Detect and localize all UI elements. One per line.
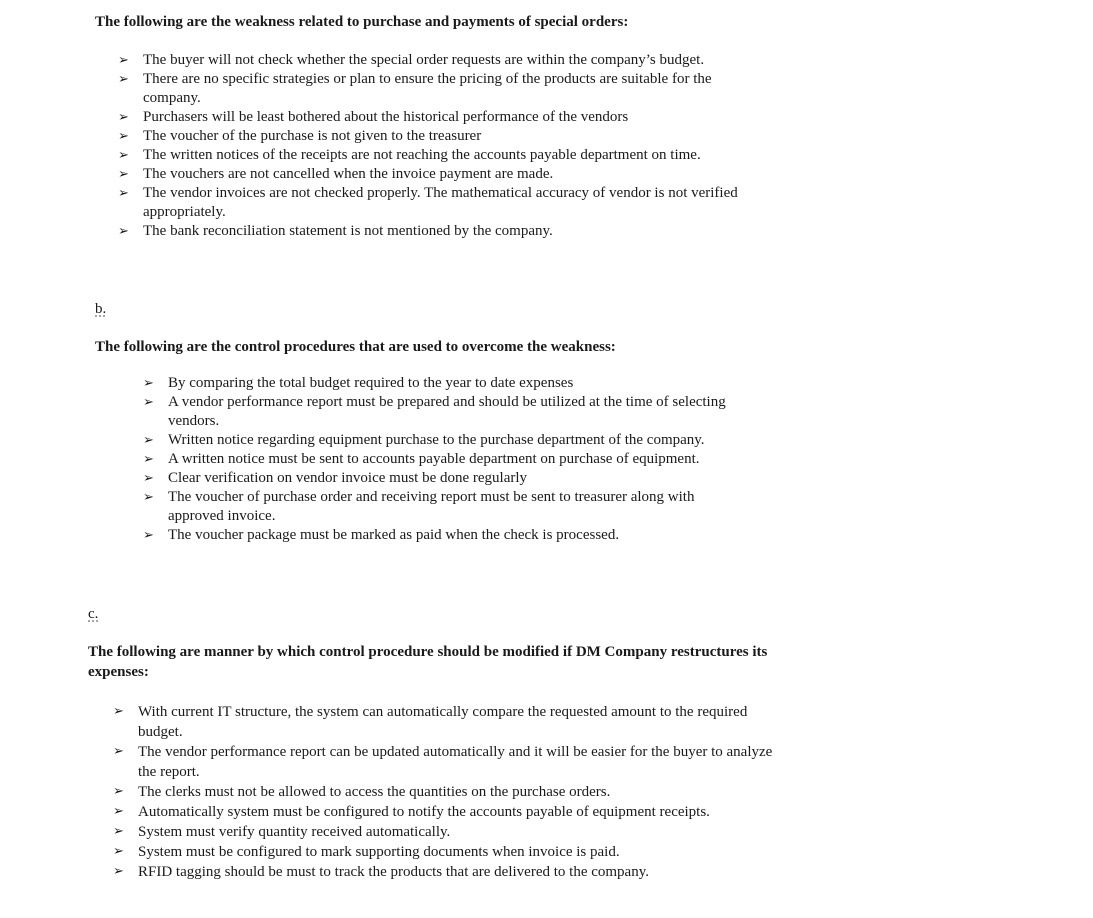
list-item-text: The vendor invoices are not checked properly. The mathematical accuracy of vendor is not verified appropriately. (143, 185, 738, 220)
list-item (143, 526, 743, 545)
section-b-letter: b. (95, 301, 107, 317)
list-item (113, 782, 773, 802)
list-item-text: RFID tagging should be must to track the products that are delivered to the company. (138, 864, 649, 880)
arrow-bullet-icon: ➢ (118, 224, 129, 239)
section-c-letter: c. (88, 606, 99, 622)
control-procedures-list (143, 374, 743, 545)
arrow-bullet-icon: ➢ (118, 186, 129, 201)
list-item (118, 165, 738, 184)
arrow-bullet-icon: ➢ (118, 129, 129, 144)
list-item-text: There are no specific strategies or plan to ensure the pricing of the products are suitable for the company. (143, 71, 712, 106)
arrow-bullet-icon: ➢ (143, 433, 154, 448)
list-item (113, 802, 773, 822)
list-item-text: The clerks must not be allowed to access the quantities on the purchase orders. (138, 784, 611, 800)
list-item (118, 146, 738, 165)
list-item-text: System must be configured to mark supporting documents when invoice is paid. (138, 844, 620, 860)
list-item (143, 393, 743, 431)
arrow-bullet-icon: ➢ (118, 53, 129, 68)
list-item-text: The voucher of purchase order and receiving report must be sent to treasurer along with approved invoice. (168, 489, 695, 524)
arrow-bullet-icon: ➢ (143, 395, 154, 410)
list-item-text: Written notice regarding equipment purchase to the purchase department of the company. (168, 432, 705, 448)
arrow-bullet-icon: ➢ (113, 784, 124, 799)
list-item (118, 127, 738, 146)
list-item (143, 488, 743, 526)
list-item-text: A vendor performance report must be prepared and should be utilized at the time of selecting vendors. (168, 394, 726, 429)
list-item-text: The bank reconciliation statement is not mentioned by the company. (143, 223, 553, 239)
list-item (143, 450, 743, 469)
list-item-text: By comparing the total budget required to the year to date expenses (168, 375, 574, 391)
list-item (113, 842, 773, 862)
list-item (143, 469, 743, 488)
list-item (118, 51, 738, 70)
arrow-bullet-icon: ➢ (118, 72, 129, 87)
list-item-text: The voucher of the purchase is not given to the treasurer (143, 128, 482, 144)
arrow-bullet-icon: ➢ (118, 148, 129, 163)
list-item (118, 70, 738, 108)
weakness-list (118, 51, 738, 241)
list-item-text: System must verify quantity received automatically. (138, 824, 451, 840)
list-item (118, 108, 738, 127)
list-item-text: Automatically system must be configured to notify the accounts payable of equipment receipts. (138, 804, 710, 820)
list-item (113, 862, 773, 882)
section-b-heading: The following are the control procedures that are used to overcome the weakness: (95, 339, 616, 355)
arrow-bullet-icon: ➢ (143, 471, 154, 486)
list-item-text: With current IT structure, the system can automatically compare the requested amount to the required budget. (138, 704, 748, 740)
list-item-text: The written notices of the receipts are not reaching the accounts payable department on time. (143, 147, 701, 163)
list-item-text: Clear verification on vendor invoice must be done regularly (168, 470, 528, 486)
list-item (143, 431, 743, 450)
section-c-heading: The following are manner by which control procedure should be modified if DM Company restructures its expenses: (88, 644, 768, 680)
list-item-text: The vouchers are not cancelled when the invoice payment are made. (143, 166, 554, 182)
arrow-bullet-icon: ➢ (118, 167, 129, 182)
arrow-bullet-icon: ➢ (143, 376, 154, 391)
arrow-bullet-icon: ➢ (143, 452, 154, 467)
arrow-bullet-icon: ➢ (113, 864, 124, 879)
list-item (118, 222, 738, 241)
list-item (143, 374, 743, 393)
list-item (113, 742, 773, 782)
list-item (113, 822, 773, 842)
arrow-bullet-icon: ➢ (113, 804, 124, 819)
arrow-bullet-icon: ➢ (113, 824, 124, 839)
list-item-text: The buyer will not check whether the special order requests are within the company’s budget. (143, 52, 705, 68)
list-item-text: A written notice must be sent to accounts payable department on purchase of equipment. (168, 451, 700, 467)
section-a-heading: The following are the weakness related to purchase and payments of special orders: (95, 14, 629, 30)
modification-list (113, 702, 773, 882)
list-item-text: Purchasers will be least bothered about the historical performance of the vendors (143, 109, 629, 125)
list-item (113, 702, 773, 742)
list-item-text: The voucher package must be marked as paid when the check is processed. (168, 527, 620, 543)
arrow-bullet-icon: ➢ (113, 844, 124, 859)
arrow-bullet-icon: ➢ (143, 490, 154, 505)
list-item-text: The vendor performance report can be updated automatically and it will be easier for the buyer to analyze the report. (138, 744, 773, 780)
list-item (118, 184, 738, 222)
arrow-bullet-icon: ➢ (143, 528, 154, 543)
arrow-bullet-icon: ➢ (113, 704, 124, 719)
arrow-bullet-icon: ➢ (118, 110, 129, 125)
arrow-bullet-icon: ➢ (113, 744, 124, 759)
